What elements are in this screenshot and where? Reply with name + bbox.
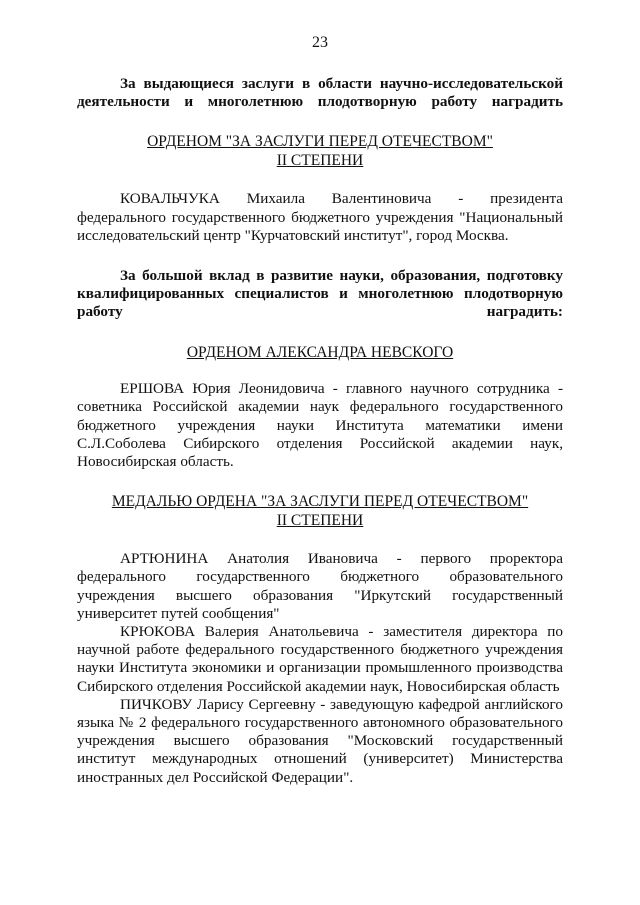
awardee-paragraph [77,380,563,471]
award-intro-2: За большой вклад в развитие науки, образования, подготовку квалифицированных специалистов и многолетнюю плодотворную работу наградить: [77,267,563,321]
awardee-details: Ларису Сергеевну - заведующую кафедрой английского языка № 2 федерального государственного автономного образовательного учреждения высшего образования "Московский государственный институт международных отношений (университет) Министерства иностранных дел Российской Федерации". [77,695,563,786]
awardee-surname: ПИЧКОВУ [120,695,193,713]
document-body [77,75,563,787]
awardee-paragraph [77,623,563,696]
award-intro-1: За выдающиеся заслуги в области научно-исследовательской деятельности и многолетнюю плодотворную работу наградить [77,75,563,111]
order-heading-2-line1: ОРДЕНОМ АЛЕКСАНДРА НЕВСКОГО [186,343,454,361]
page-number: 23 [312,34,328,51]
awardee-details: Анатолия Ивановича - первого проректора федерального государственного бюджетного образовательного учреждения высшего образования "Иркутский государственный университет путей сообщения" [77,550,564,622]
order-heading-1-line1: ОРДЕНОМ "ЗА ЗАСЛУГИ ПЕРЕД ОТЕЧЕСТВОМ" [147,133,493,151]
awardee-surname: ЕРШОВА [120,380,185,398]
awardee-paragraph [77,190,563,245]
awardee-paragraph [77,550,563,623]
order-heading-3-line1: МЕДАЛЬЮ ОРДЕНА "ЗА ЗАСЛУГИ ПЕРЕД ОТЕЧЕСТВОМ" [111,493,529,511]
awardee-details: Юрия Леонидовича - главного научного сотрудника - советника Российской академии наук федерального государственного бюджетного учреждения науки Института математики имени С.Л.Соболева Сибирского отделения Российской академии наук, Новосибирская область. [77,380,564,470]
awardee-surname: АРТЮНИНА [120,550,209,568]
awardee-surname: КОВАЛЬЧУКА [120,190,220,208]
order-heading-3-line2: II СТЕПЕНИ [276,511,364,529]
awardee-surname: КРЮКОВА [120,622,196,640]
awardee-paragraph [77,696,563,787]
order-heading-1-line2: II СТЕПЕНИ [276,151,364,169]
awardee-details: Валерия Анатольевича - заместителя директора по научной работе федерального государственного бюджетного учреждения науки Института экономики и организации промышленного производства Сибирского отделения Российской академии наук, Новосибирская область [77,622,563,695]
awardee-details: Михаила Валентиновича - президента федерального государственного бюджетного учреждения "Национальный исследовательский центр "Курчатовский институт", город Москва. [77,190,564,244]
